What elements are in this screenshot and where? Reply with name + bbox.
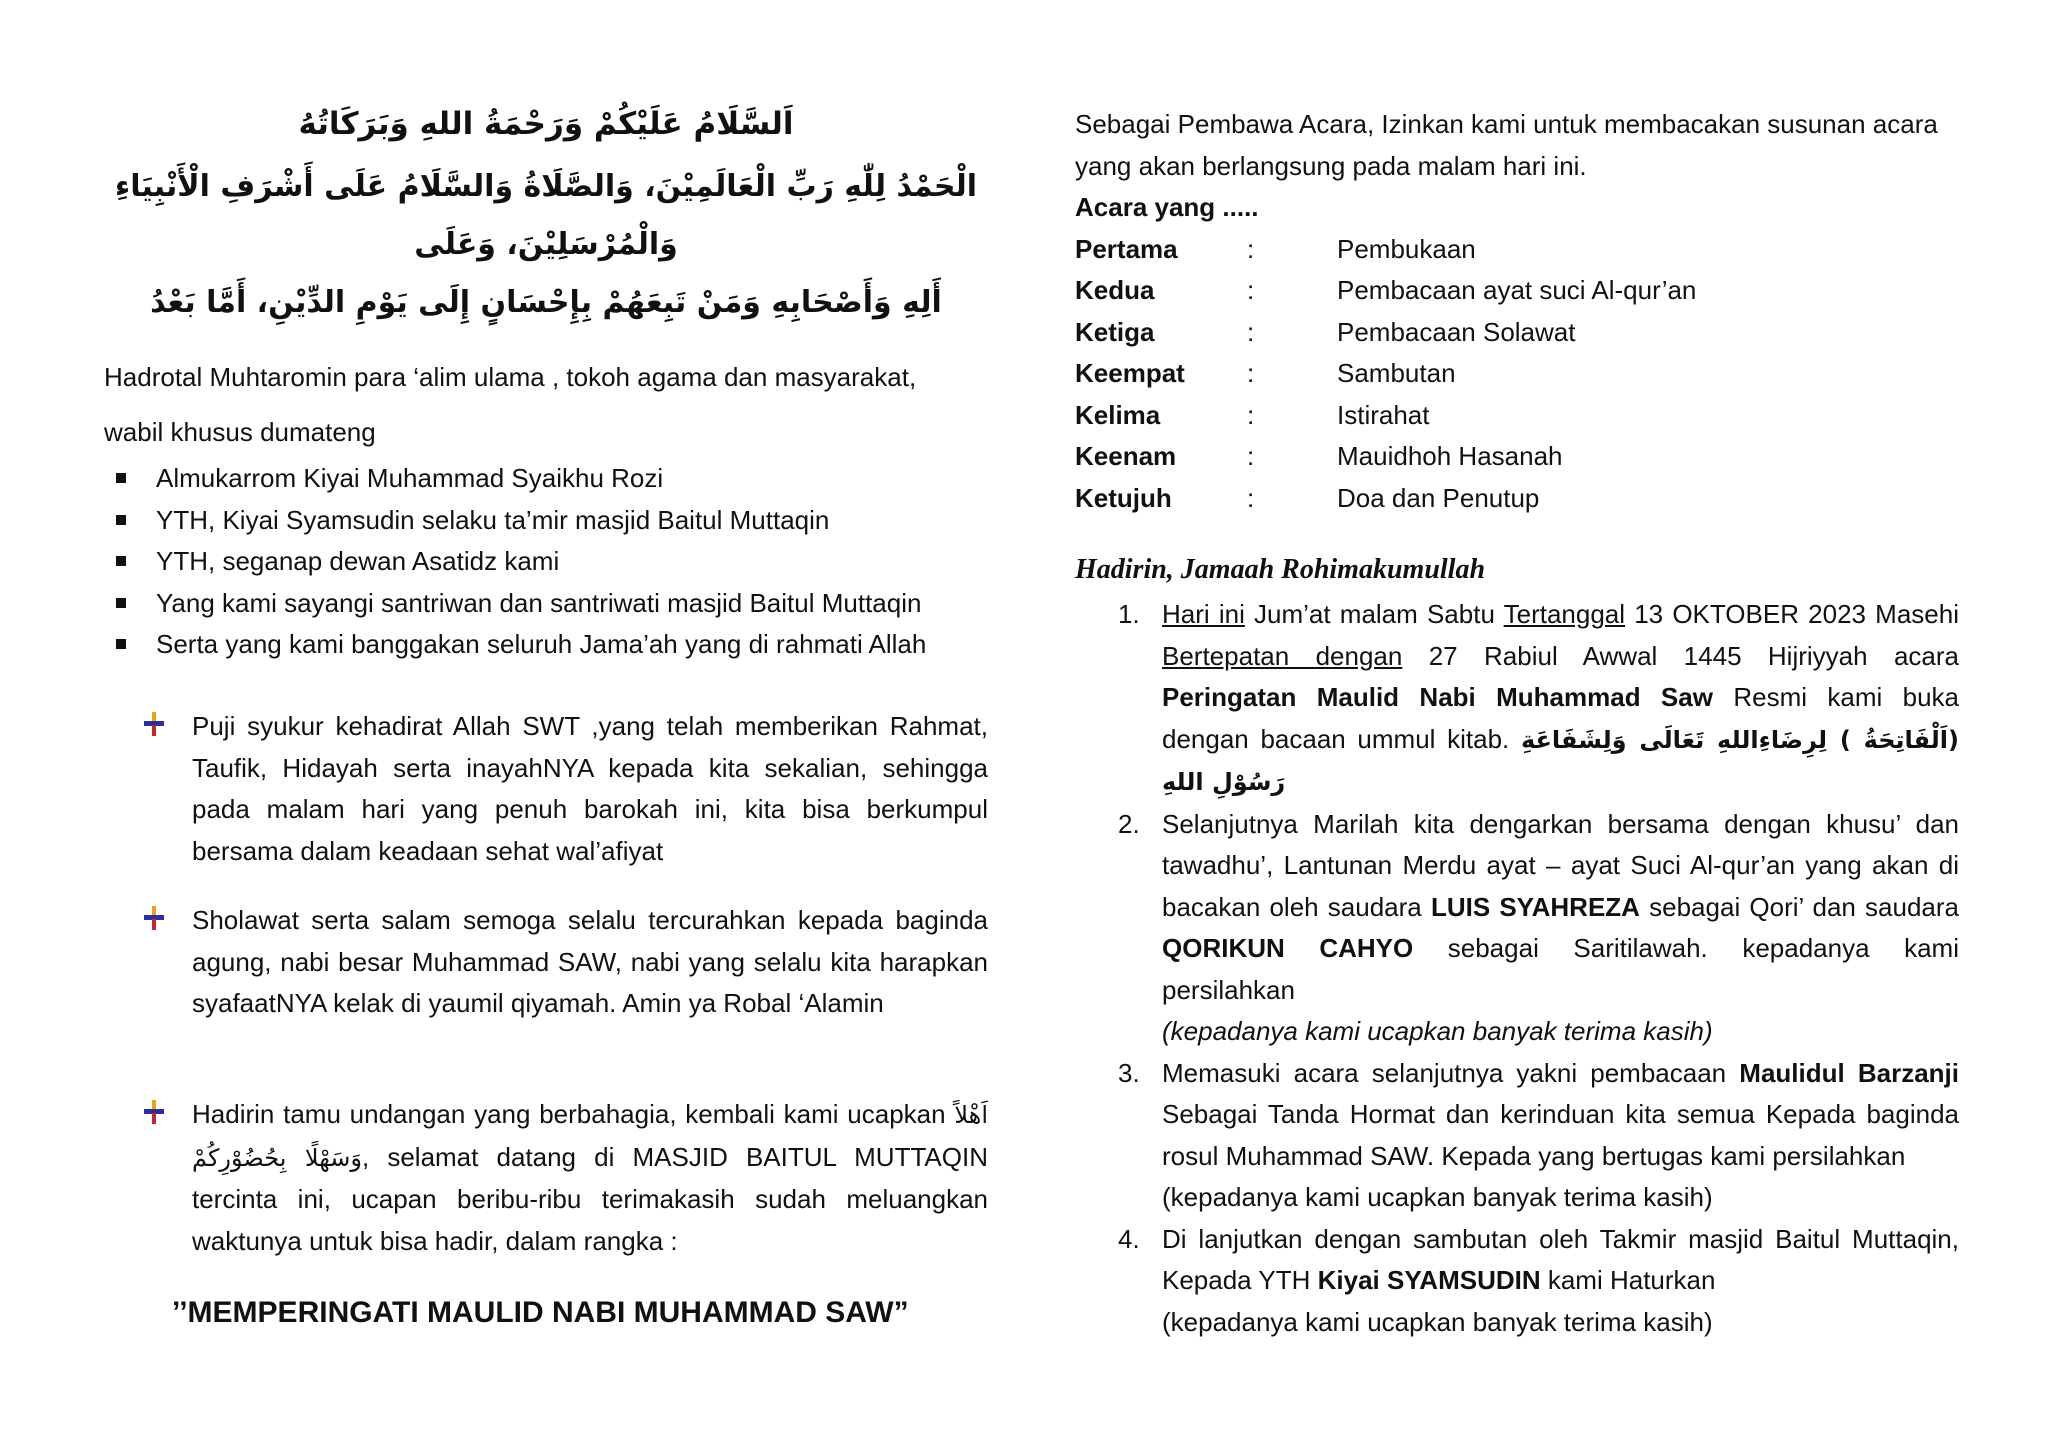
steps-list	[1118, 594, 1959, 1343]
left-column	[104, 96, 988, 332]
step-item-3: 3. Memasuki acara selanjutnya yakni pembacaan Maulidul Barzanji Sebagai Tanda Hormat dan kerinduan kita semua Kepada baginda rosul Muhammad SAW. Kepada yang bertugas kami persilahkan (kepadanya kami ucapkan banyak terima kasih)	[1118, 1057, 1959, 1212]
hadirin-heading: Hadirin, Jamaah Rohimakumullah	[1075, 554, 1486, 585]
list-item: Yang kami sayangi santriwan dan santriwati masjid Baitul Muttaqin	[112, 583, 1012, 625]
schedule-row: Keenam : Mauidhoh Hasanah	[1075, 441, 1563, 471]
guest-list	[112, 458, 1012, 666]
schedule-list	[1075, 229, 1959, 520]
greeting-line2: wabil khusus dumateng	[104, 417, 376, 447]
arabic-fatihah: (اَلْفَاتِحَةُ ) لِرِضَاءِاللهِ تَعَالَى وَلِشَفَاعَةِ رَسُوْلِ اللهِ	[1162, 725, 1959, 796]
event-title: ’’MEMPERINGATI MAULID NABI MUHAMMAD SAW”	[172, 1296, 909, 1329]
list-item: Almukarrom Kiyai Muhammad Syaikhu Rozi	[112, 458, 1012, 500]
square-bullet-icon	[116, 556, 126, 566]
square-bullet-icon	[116, 473, 126, 483]
schedule-row: Kedua : Pembacaan ayat suci Al-qur’an	[1075, 275, 1697, 305]
cross-bullet-icon	[144, 906, 164, 930]
acara-heading: Acara yang .....	[1075, 192, 1259, 222]
welcome-text-b: , selamat datang di MASJID BAITUL MUTTAQIN tercinta ini, ucapan beribu-ribu terimakasih sudah meluangkan waktunya untuk bisa hadir, dalam rangka :	[192, 1141, 988, 1256]
paragraph-sholawat: Sholawat serta salam semoga selalu tercurahkan kepada baginda agung, nabi besar Muhammad SAW, nabi yang selalu kita harapkan syafaatNYA kelak di yaumil qiyamah. Amin ya Robal ‘Alamin	[148, 900, 988, 1025]
square-bullet-icon	[116, 639, 126, 649]
square-bullet-icon	[116, 515, 126, 525]
arabic-hamdalah-line2: أَلِهِ وَأَصْحَابِهِ وَمَنْ تَبِعَهُمْ بِإِحْسَانٍ إِلَى يَوْمِ الدِّيْنِ، أَمَّا بَعْدُ	[150, 285, 942, 320]
arabic-salam: اَلسَّلَامُ عَلَيْكُمْ وَرَحْمَةُ اللهِ وَبَرَكَاتُهُ	[298, 106, 794, 142]
step-item-2: 2. Selanjutnya Marilah kita dengarkan bersama dengan khusu’ dan tawadhu’, Lantunan Merdu ayat – ayat Suci Al-qur’an yang akan di bacakan oleh saudara LUIS SYAHREZA sebagai Qori’ dan saudara QORIKUN CAHYO sebagai Saritilawah. kepadanya kami persilahkan (kepadanya kami ucapkan banyak terima kasih)	[1118, 808, 1959, 1046]
schedule-row: Kelima : Istirahat	[1075, 399, 1430, 430]
cross-bullet-icon	[144, 1100, 164, 1124]
square-bullet-icon	[116, 598, 126, 608]
arabic-ahlan: اَهْلاً وَسَهْلًا بِحُضُوْرِكُمْ	[192, 1101, 988, 1172]
paragraph-welcome	[148, 1094, 988, 1262]
right-column	[1075, 104, 1959, 519]
list-item: Serta yang kami banggakan seluruh Jama’ah yang di rahmati Allah	[112, 624, 1012, 666]
schedule-row: Pertama : Pembukaan	[1075, 233, 1476, 264]
schedule-row: Keempat : Sambutan	[1075, 358, 1456, 388]
paragraph-puji-syukur: Puji syukur kehadirat Allah SWT ,yang telah memberikan Rahmat, Taufik, Hidayah serta inayahNYA kepada kita sekalian, sehingga pada malam hari yang penuh barokah ini, kita bisa berkumpul bersama dalam keadaan sehat wal’afiyat	[148, 706, 988, 872]
list-item: YTH, seganap dewan Asatidz kami	[112, 541, 1012, 583]
arabic-hamdalah-line1: الْحَمْدُ لِلّٰهِ رَبِّ الْعَالَمِيْنَ، وَالصَّلَاةُ وَالسَّلَامُ عَلَى أَشْرَفِ الْأَنْبِيَاءِ وَالْمُرْسَلِيْنَ، وَعَلَى	[114, 169, 978, 262]
step-item-1: 1. Hari ini Jum’at malam Sabtu Tertanggal 13 OKTOBER 2023 Masehi Bertepatan dengan 27 Rabiul Awwal 1445 Hijriyyah acara Peringatan Maulid Nabi Muhammad Saw Resmi kami buka dengan bacaan ummul kitab. (اَلْفَاتِحَةُ ) لِرِضَاءِاللهِ تَعَالَى وَلِشَفَاعَةِ رَسُوْلِ اللهِ	[1118, 599, 1959, 796]
cross-bullet-icon	[144, 712, 164, 736]
greeting-line1: Hadrotal Muhtaromin para ‘alim ulama , tokoh agama dan masyarakat,	[104, 362, 917, 392]
list-item: YTH, Kiyai Syamsudin selaku ta’mir masjid Baitul Muttaqin	[112, 500, 1012, 542]
arabic-hamdalah	[104, 158, 988, 332]
greeting	[104, 350, 1004, 460]
step-item-4: 4. Di lanjutkan dengan sambutan oleh Takmir masjid Baitul Muttaqin, Kepada YTH Kiyai SYAMSUDIN kami Haturkan (kepadanya kami ucapkan banyak terima kasih)	[1118, 1223, 1959, 1337]
schedule-row: Ketiga : Pembacaan Solawat	[1075, 316, 1576, 347]
intro-text: Sebagai Pembawa Acara, Izinkan kami untuk membacakan susunan acara yang akan berlangsung pada malam hari ini.	[1075, 109, 1938, 181]
schedule-row: Ketujuh : Doa dan Penutup	[1075, 482, 1540, 513]
welcome-text-a: Hadirin tamu undangan yang berbahagia, kembali kami ucapkan	[192, 1099, 946, 1129]
